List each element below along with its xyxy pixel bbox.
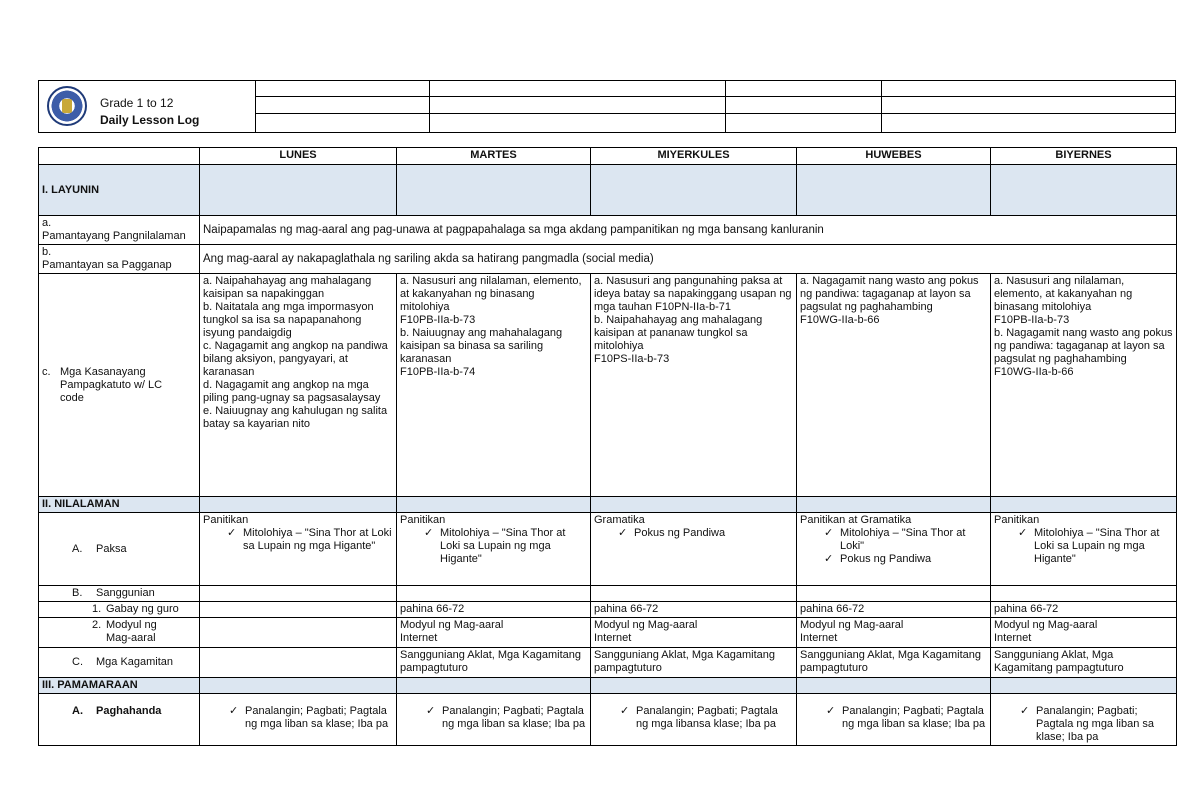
kagamitan-cell-lunes (200, 648, 397, 678)
modyul-cell-lunes (200, 618, 397, 648)
modyul-cell-martes: Modyul ng Mag-aaral Internet (397, 618, 591, 648)
sanggunian-cell (591, 586, 797, 602)
kasanayan-cell-huwebes: a. Nagagamit nang wasto ang pokus ng pandiwa: tagaganap at layon sa pagsulat ng paghahambing F10WG-IIa-b-66 (797, 274, 991, 497)
section-layunin: I. LAYUNIN (39, 165, 200, 216)
paksa-cell-huwebes (797, 513, 991, 586)
day-header-huwebes: HUWEBES (797, 148, 991, 165)
check-icon: ✓ (426, 705, 436, 717)
paksa-heading: Panitikan (203, 514, 249, 526)
gabay-cell-martes: pahina 66-72 (397, 602, 591, 618)
paksa-item: ✓ Pokus ng Pandiwa (824, 553, 932, 565)
paksa-item: ✓ Mitolohiya – "Sina Thor at Loki sa Lupain ng mga Higante" (1018, 527, 1160, 565)
paghahanda-cell-miyerkules: ✓ Panalangin; Pagbati; Pagtala ng mga libansa klase; Iba pa (591, 694, 797, 746)
layunin-cell (591, 165, 797, 216)
paksa-heading: Panitikan (400, 514, 446, 526)
paghahanda-cell-martes: ✓ Panalangin; Pagbati; Pagtala ng mga liban sa klase; Iba pa (397, 694, 591, 746)
modyul-cell-miyerkules: Modyul ng Mag-aaral Internet (591, 618, 797, 648)
section-nilalaman-row (39, 497, 1177, 513)
row-label: C. Mga Kagamitan (39, 648, 200, 678)
pamamaraan-cell (991, 678, 1177, 694)
check-icon: ✓ (824, 553, 834, 565)
header-title-line2: Daily Lesson Log (100, 113, 200, 127)
paksa-item: ✓ Pokus ng Pandiwa (618, 527, 726, 539)
check-icon: ✓ (229, 705, 239, 717)
paksa-cell-miyerkules (591, 513, 797, 586)
check-icon: ✓ (1018, 527, 1028, 539)
nilalaman-cell (591, 497, 797, 513)
kagamitan-cell-huwebes: Sangguniang Aklat, Mga Kagamitang pampagtuturo (797, 648, 991, 678)
day-header-lunes: LUNES (200, 148, 397, 165)
kasanayan-cell-biyernes: a. Nasusuri ang nilalaman, elemento, at kakanyahan ng binasang mitolohiya F10PB-IIa-b-73 b. Nagagamit nang wasto ang pokus ng pandiwa: tagaganap at layon sa pagsulat ng paghahambing F10WG-IIa-b-66 (991, 274, 1177, 497)
kagamitan-cell-biyernes: Sangguniang Aklat, Mga Kagamitang pampagtuturo (991, 648, 1177, 678)
kasanayan-cell-miyerkules: a. Nasusuri ang pangunahing paksa at ideya batay sa napakinggang usapan ng mga tauhan F10PN-IIa-b-71 b. Naipahahayag ang mahalagang kaisipan at pananaw tungkol sa mitolohiya F10PS-IIa-b-73 (591, 274, 797, 497)
pamamaraan-cell (200, 678, 397, 694)
gabay-cell-miyerkules: pahina 66-72 (591, 602, 797, 618)
pamantayan-sa-pagganap-text: Ang mag-aaral ay nakapaglathala ng sariling akda sa hatirang pangmadla (social media) (200, 245, 1177, 274)
blank-header-cell (39, 148, 200, 165)
layunin-cell (991, 165, 1177, 216)
nilalaman-cell (797, 497, 991, 513)
sanggunian-cell (397, 586, 591, 602)
paksa-cell-lunes (200, 513, 397, 586)
layunin-cell (397, 165, 591, 216)
modyul-cell-huwebes: Modyul ng Mag-aaral Internet (797, 618, 991, 648)
section-pamamaraan: III. PAMAMARAAN (39, 678, 200, 694)
paksa-item: ✓ Mitolohiya – "Sina Thor at Loki sa Lupain ng mga Higante" (424, 527, 566, 565)
paksa-item: ✓ Mitolohiya – "Sina Thor at Loki sa Lupain ng mga Higante" (227, 527, 392, 552)
kasanayan-cell-lunes: a. Naipahahayag ang mahalagang kaisipan sa napakinggan b. Naitatala ang mga impormasyon tungkol sa isa sa napapanahong isyung pandaigdig c. Nagagamit ang angkop na pandiwa bilang aksiyon, pangyayari, at karanasan d. Nagagamit ang angkop na mga piling pang-ugnay sa pagsasalaysay e. Naiuugnay ang kahulugan ng salita batay sa kayarian nito (200, 274, 397, 497)
kagamitan-cell-martes: Sangguniang Aklat, Mga Kagamitang pampagtuturo (397, 648, 591, 678)
check-icon: ✓ (620, 705, 630, 717)
paksa-item: ✓ Mitolohiya – "Sina Thor at Loki" (824, 527, 966, 552)
kasanayan-cell-martes: a. Nasusuri ang nilalaman, elemento, at kakanyahan ng binasang mitolohiya F10PB-IIa-b-73 b. Naiuugnay ang mahahalagang kaisipan sa binasa sa sariling karanasan F10PB-IIa-b-74 (397, 274, 591, 497)
check-icon: ✓ (618, 527, 628, 539)
section-nilalaman: II. NILALAMAN (39, 497, 200, 513)
check-icon: ✓ (824, 527, 834, 539)
layunin-cell (200, 165, 397, 216)
pamantayang-pangnilalaman-text: Naipapamalas ng mag-aaral ang pag-unawa at pagpapahalaga sa mga akdang pampanitikan ng mga bansang kanluranin (200, 216, 1177, 245)
section-layunin-row (39, 165, 1177, 216)
check-icon: ✓ (424, 527, 434, 539)
lesson-log-table (38, 147, 1177, 746)
check-icon: ✓ (227, 527, 237, 539)
day-header-row (39, 148, 1177, 165)
pamamaraan-cell (397, 678, 591, 694)
paghahanda-cell-lunes: ✓ Panalangin; Pagbati; Pagtala ng mga liban sa klase; Iba pa (200, 694, 397, 746)
nilalaman-cell (200, 497, 397, 513)
row-label: c. Mga Kasanayang Pampagkatuto w/ LC code (39, 274, 200, 497)
row-label: b.Pamantayan sa Pagganap (39, 245, 200, 274)
row-label: 2. Modyul ng Mag-aaral (39, 618, 200, 648)
header-info-grid (256, 81, 1175, 132)
layunin-cell (797, 165, 991, 216)
day-header-biyernes: BIYERNES (991, 148, 1177, 165)
paksa-row (39, 513, 1177, 586)
row-label: a.Pamantayang Pangnilalaman (39, 216, 200, 245)
paghahanda-row (39, 694, 1177, 746)
check-icon: ✓ (826, 705, 836, 717)
sanggunian-cell (797, 586, 991, 602)
sanggunian-cell (200, 586, 397, 602)
day-header-miyerkules: MIYERKULES (591, 148, 797, 165)
pamamaraan-cell (591, 678, 797, 694)
paksa-heading: Gramatika (594, 514, 645, 526)
paksa-heading: Panitikan (994, 514, 1040, 526)
pamantayang-pangnilalaman-row (39, 216, 1177, 245)
paksa-cell-biyernes (991, 513, 1177, 586)
kasanayang-pampagkatuto-row (39, 274, 1177, 497)
row-label: B. Sanggunian (39, 586, 200, 602)
sanggunian-row (39, 586, 1177, 602)
paksa-cell-martes (397, 513, 591, 586)
modyul-row (39, 618, 1177, 648)
paghahanda-cell-huwebes: ✓ Panalangin; Pagbati; Pagtala ng mga liban sa klase; Iba pa (797, 694, 991, 746)
kagamitan-row (39, 648, 1177, 678)
day-header-martes: MARTES (397, 148, 591, 165)
pamantayan-sa-pagganap-row (39, 245, 1177, 274)
nilalaman-cell (991, 497, 1177, 513)
row-label: A. Paksa (39, 513, 200, 586)
header-block (38, 80, 1176, 133)
pamamaraan-cell (797, 678, 991, 694)
section-pamamaraan-row (39, 678, 1177, 694)
gabay-cell-lunes (200, 602, 397, 618)
gabay-cell-huwebes: pahina 66-72 (797, 602, 991, 618)
paksa-heading: Panitikan at Gramatika (800, 514, 912, 526)
check-icon: ✓ (1020, 705, 1030, 717)
row-label: 1. Gabay ng guro (39, 602, 200, 618)
modyul-cell-biyernes: Modyul ng Mag-aaral Internet (991, 618, 1177, 648)
sanggunian-cell (991, 586, 1177, 602)
gabay-row (39, 602, 1177, 618)
kagamitan-cell-miyerkules: Sangguniang Aklat, Mga Kagamitang pampagtuturo (591, 648, 797, 678)
gabay-cell-biyernes: pahina 66-72 (991, 602, 1177, 618)
header-title-line1: Grade 1 to 12 (100, 96, 174, 110)
row-label: A. Paghahanda (39, 694, 200, 746)
paghahanda-cell-biyernes: ✓ Panalangin; Pagbati; Pagtala ng mga liban sa klase; Iba pa (991, 694, 1177, 746)
header-title-cell (39, 81, 256, 132)
nilalaman-cell (397, 497, 591, 513)
deped-seal-icon (47, 86, 87, 126)
